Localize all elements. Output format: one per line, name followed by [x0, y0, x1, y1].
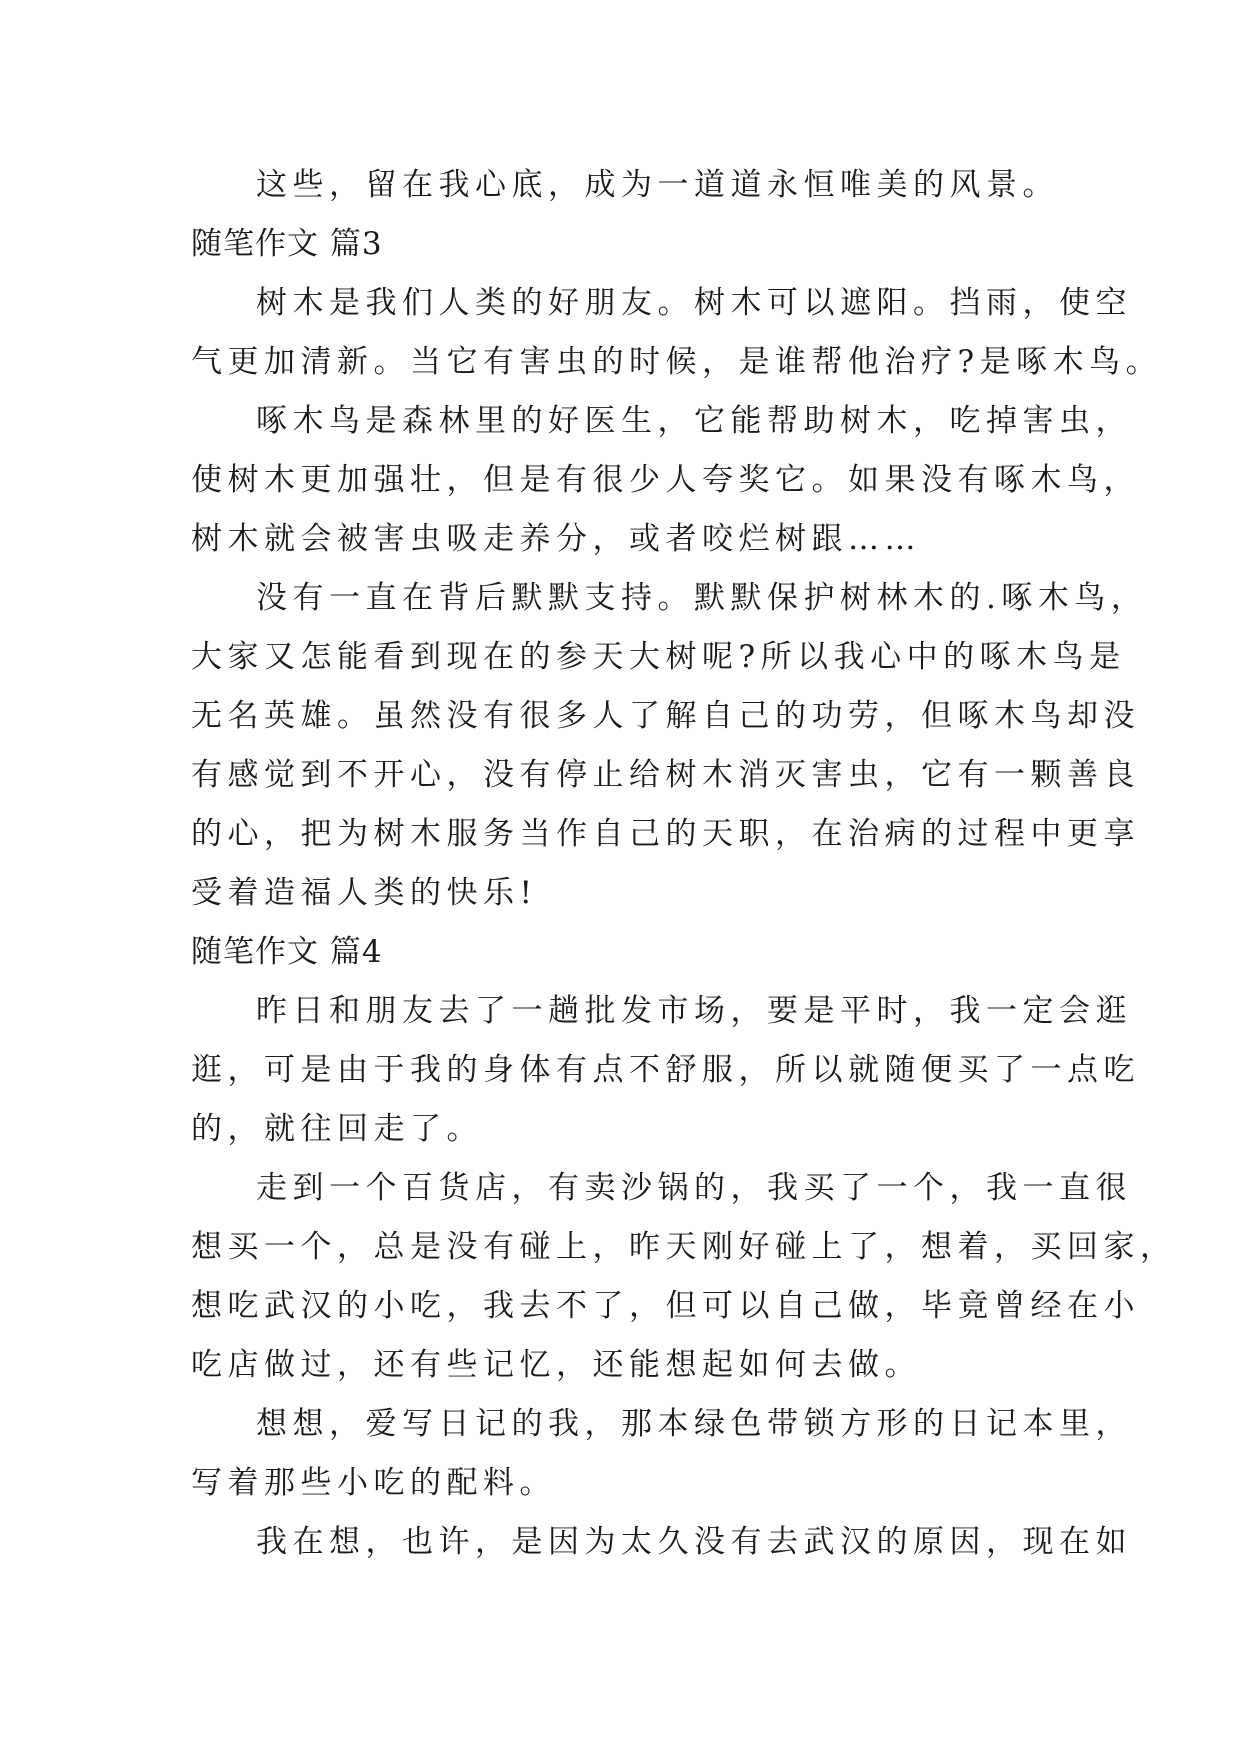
section-heading: 随笔作文 篇3	[191, 226, 383, 262]
section-heading: 随笔作文 篇4	[191, 934, 383, 970]
paragraph-line: 受着造福人类的快乐!	[191, 875, 538, 911]
paragraph-line: 树木就会被害虫吸走养分，或者咬烂树跟……	[191, 521, 921, 557]
paragraph-line: 这些，留在我心底，成为一道道永恒唯美的风景。	[256, 167, 1059, 203]
paragraph-line: 逛，可是由于我的身体有点不舒服，所以就随便买了一点吃	[191, 1052, 1140, 1088]
paragraph-line: 我在想，也许，是因为太久没有去武汉的原因，现在如	[256, 1524, 1132, 1560]
paragraph-line: 树木是我们人类的好朋友。树木可以遮阳。挡雨，使空	[256, 285, 1132, 321]
paragraph-line: 的心，把为树木服务当作自己的天职，在治病的过程中更享	[191, 816, 1140, 852]
paragraph-line: 走到一个百货店，有卖沙锅的，我买了一个，我一直很	[256, 1170, 1132, 1206]
paragraph-line: 无名英雄。虽然没有很多人了解自己的功劳，但啄木鸟却没	[191, 698, 1140, 734]
paragraph-line: 想买一个，总是没有碰上，昨天刚好碰上了，想着，买回家，	[191, 1229, 1177, 1265]
paragraph-line: 的，就往回走了。	[191, 1111, 483, 1147]
paragraph-line: 昨日和朋友去了一趟批发市场，要是平时，我一定会逛	[256, 993, 1132, 1029]
paragraph-line: 吃店做过，还有些记忆，还能想起如何去做。	[191, 1347, 921, 1383]
paragraph-line: 想吃武汉的小吃，我去不了，但可以自己做，毕竟曾经在小	[191, 1288, 1140, 1324]
paragraph-line: 气更加清新。当它有害虫的时候，是谁帮他治疗?是啄木鸟。	[191, 344, 1163, 380]
paragraph-line: 想想，爱写日记的我，那本绿色带锁方形的日记本里，	[256, 1406, 1132, 1442]
paragraph-line: 没有一直在背后默默支持。默默保护树林木的.啄木鸟，	[256, 580, 1148, 616]
paragraph-line: 啄木鸟是森林里的好医生，它能帮助树木，吃掉害虫，	[256, 403, 1132, 439]
paragraph-line: 有感觉到不开心，没有停止给树木消灭害虫，它有一颗善良	[191, 757, 1140, 793]
paragraph-line: 写着那些小吃的配料。	[191, 1465, 556, 1501]
paragraph-line: 大家又怎能看到现在的参天大树呢?所以我心中的啄木鸟是	[191, 639, 1126, 675]
paragraph-line: 使树木更加强壮，但是有很少人夸奖它。如果没有啄木鸟，	[191, 462, 1140, 498]
